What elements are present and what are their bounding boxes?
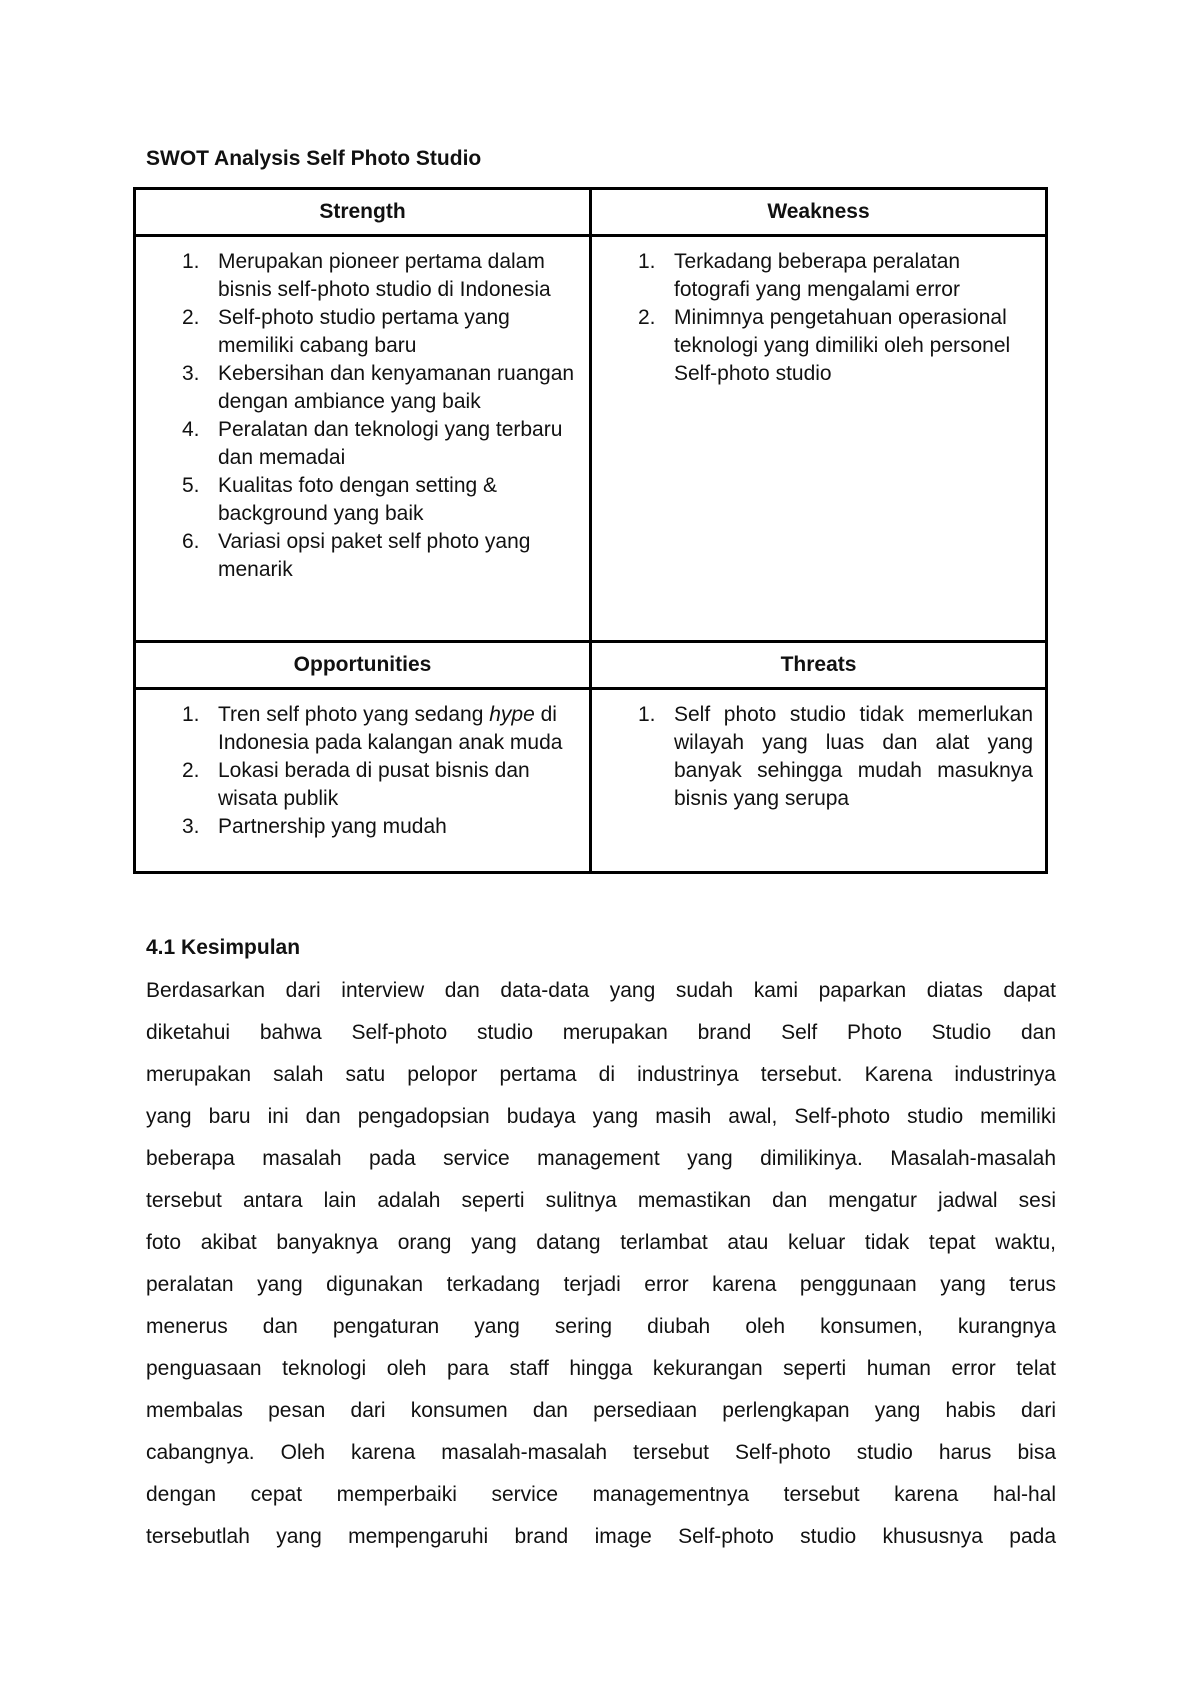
strength-item: 5. Kualitas foto dengan setting & background yang baik <box>182 474 498 525</box>
threats-item: 1. Self photo studio tidak memerlukan wilayah yang luas dan alat yang banyak sehingga mudah masuknya bisnis yang serupa <box>638 703 1033 810</box>
opportunities-cell <box>135 689 591 873</box>
strength-item: 3. Kebersihan dan kenyamanan ruangan dengan ambiance yang baik <box>182 362 575 413</box>
strength-item: 2. Self-photo studio pertama yang memiliki cabang baru <box>182 306 510 357</box>
paragraph-line: tersebutlah yang mempengaruhi brand image Self-photo studio khususnya pada <box>146 1525 1056 1548</box>
paragraph-line: Berdasarkan dari interview dan data-data yang sudah kami paparkan diatas dapat <box>146 979 1056 1002</box>
paragraph-line: tersebut antara lain adalah seperti sulitnya memastikan dan mengatur jadwal sesi <box>146 1189 1056 1212</box>
threats-header: Threats <box>591 642 1047 689</box>
swot-body-row-bottom <box>135 689 1047 873</box>
conclusion-paragraph <box>146 970 1056 1558</box>
paragraph-line: dengan cepat memperbaiki service managementnya tersebut karena hal-hal <box>146 1483 1056 1506</box>
italic-term: hype <box>489 703 535 726</box>
opportunities-item: 2. Lokasi berada di pusat bisnis dan wisata publik <box>182 759 530 810</box>
weakness-cell <box>591 236 1047 642</box>
weakness-header: Weakness <box>591 189 1047 236</box>
paragraph-line: beberapa masalah pada service management yang dimilikinya. Masalah-masalah <box>146 1147 1056 1170</box>
swot-header-row-top <box>135 189 1047 236</box>
swot-title: SWOT Analysis Self Photo Studio <box>146 147 482 170</box>
opportunities-item: 3. Partnership yang mudah <box>182 815 447 838</box>
paragraph-line: yang baru ini dan pengadopsian budaya yang masih awal, Self-photo studio memiliki <box>146 1105 1056 1128</box>
paragraph-line: cabangnya. Oleh karena masalah-masalah tersebut Self-photo studio harus bisa <box>146 1441 1056 1464</box>
strength-item: 6. Variasi opsi paket self photo yang menarik <box>182 530 531 581</box>
conclusion-heading: 4.1 Kesimpulan <box>146 936 301 959</box>
strength-list <box>136 237 589 594</box>
strength-item: 4. Peralatan dan teknologi yang terbaru dan memadai <box>182 418 563 469</box>
threats-cell <box>591 689 1047 873</box>
opportunities-item: 1. Tren self photo yang sedang hype di Indonesia pada kalangan anak muda <box>182 703 563 754</box>
paragraph-line: menerus dan pengaturan yang sering diubah oleh konsumen, kurangnya <box>146 1315 1056 1338</box>
paragraph-line: penguasaan teknologi oleh para staff hingga kekurangan seperti human error telat <box>146 1357 1056 1380</box>
paragraph-line: membalas pesan dari konsumen dan persediaan perlengkapan yang habis dari <box>146 1399 1056 1422</box>
weakness-list <box>592 237 1045 398</box>
paragraph-line: merupakan salah satu pelopor pertama di industrinya tersebut. Karena industrinya <box>146 1063 1056 1086</box>
strength-cell <box>135 236 591 642</box>
swot-table <box>133 187 1048 874</box>
opportunities-list <box>136 690 589 851</box>
strength-header: Strength <box>135 189 591 236</box>
paragraph-line: diketahui bahwa Self-photo studio merupakan brand Self Photo Studio dan <box>146 1021 1056 1044</box>
swot-body-row-top <box>135 236 1047 642</box>
paragraph-line: foto akibat banyaknya orang yang datang terlambat atau keluar tidak tepat waktu, <box>146 1231 1056 1254</box>
threats-list <box>592 690 1045 823</box>
strength-item: 1. Merupakan pioneer pertama dalam bisnis self-photo studio di Indonesia <box>182 250 551 301</box>
weakness-item: 1. Terkadang beberapa peralatan fotografi yang mengalami error <box>638 250 961 301</box>
paragraph-line: peralatan yang digunakan terkadang terjadi error karena penggunaan yang terus <box>146 1273 1056 1296</box>
opportunities-header: Opportunities <box>135 642 591 689</box>
weakness-item: 2. Minimnya pengetahuan operasional teknologi yang dimiliki oleh personel Self-photo studio <box>638 306 1011 385</box>
swot-header-row-bottom <box>135 642 1047 689</box>
